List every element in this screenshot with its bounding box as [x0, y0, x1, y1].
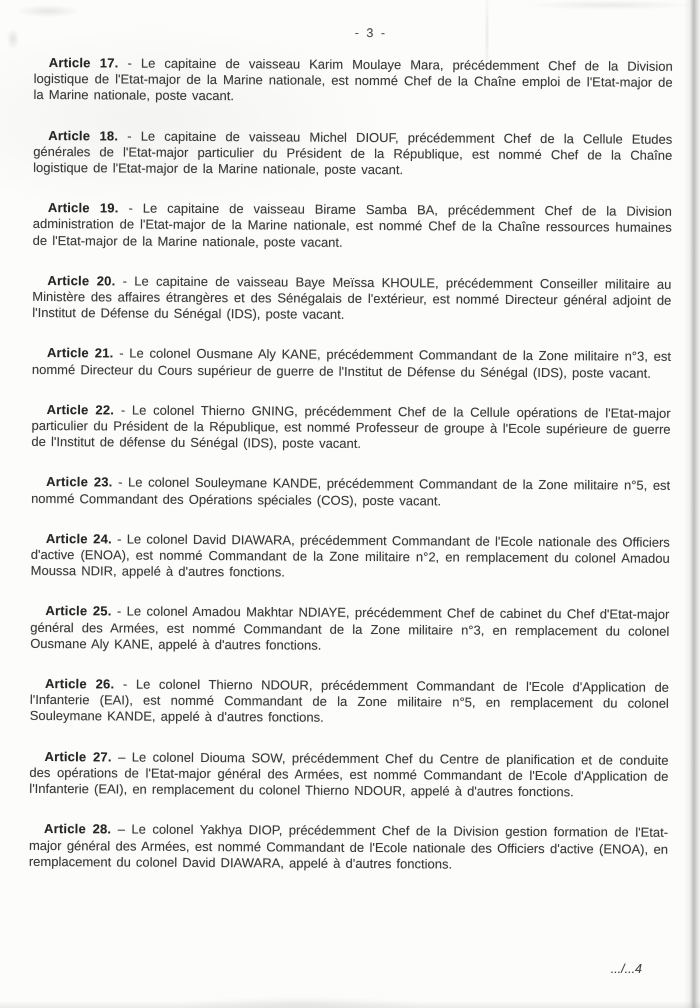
article-separator: -: [120, 402, 126, 418]
article-label: Article 24.: [45, 530, 112, 547]
article-paragraph: [33, 128, 672, 181]
article-paragraph: [30, 676, 669, 729]
article-text: Le capitaine de vaisseau Baye Meïssa KHOULE, précédemment Conseiller militaire au Ministère des affaires étrangères et des Sénégalais de l'extérieur, est nommé Directeur général adjoint de l'Institut de Défense du Sénégal (IDS), poste vacant.: [32, 273, 672, 323]
continuation-mark: .../...4: [610, 962, 642, 976]
article-label: Article 19.: [47, 200, 119, 216]
article-separator: -: [122, 273, 128, 289]
scan-edge-shadow-right: [684, 0, 700, 1008]
article-text: Le capitaine de vaisseau Michel DIOUF, précédemment Chef de la Cellule Etudes générales de l'Etat-major particulier du Président de la République, est nommé Chef de la Chaîne logistique de l'Etat-major de la Marine nationale, poste vacant.: [33, 128, 673, 178]
article-separator: -: [127, 55, 132, 71]
articles-list: [29, 55, 673, 874]
article-paragraph: [29, 749, 668, 802]
article-text: Le colonel Amadou Makhtar NDIAYE, précédemment Chef de cabinet du Chef d'Etat-major général des Armées, est nommé Commandant de la Zone militaire n°3, en remplacement du colonel Ousmane Aly KANE, appelé à d'autres fonctions.: [30, 603, 670, 653]
article-text: Le colonel Thierno NDOUR, précédemment Commandant de l'Ecole d'Application de l'Infanterie (EAI), est nommé Commandant de la Zone militaire n°5, en remplacement du colonel Souleymane KANDE, appelé à d'autres fonctions.: [29, 676, 669, 726]
article-paragraph: [31, 402, 670, 455]
article-paragraph: [34, 55, 673, 108]
article-paragraph: [31, 531, 670, 584]
article-text: Le colonel Diouma SOW, précédemment Chef du Centre de planification et de conduite des opérations de l'Etat-major général des Armées, est nommé Commandant de l'Ecole d'Application de l'Infanterie (EAI), en remplacement du colonel Thierno NDOUR, appelé à d'autres fonctions.: [29, 749, 669, 800]
article-label: Article 22.: [46, 401, 115, 418]
article-separator: –: [117, 821, 126, 837]
article-separator: -: [116, 603, 122, 619]
article-text: Le capitaine de vaisseau Birame Samba BA, précédemment Chef de la Division administration de l'Etat-major de la Marine nationale, est nommé Chef de la Chaîne ressources humaines de l'Etat-major de la Marine nationale, poste vacant.: [32, 200, 672, 250]
article-separator: -: [127, 128, 132, 144]
article-paragraph: [32, 345, 671, 381]
article-label: Article 28.: [44, 821, 112, 837]
article-separator: -: [118, 474, 123, 490]
article-label: Article 21.: [46, 345, 114, 361]
article-separator: -: [122, 676, 128, 692]
article-separator: -: [117, 531, 122, 547]
article-separator: –: [118, 749, 126, 765]
page-number: - 3 -: [354, 25, 388, 41]
article-text: Le colonel Ousmane Aly KANE, précédemment Commandant de la Zone militaire n°3, est nommé Directeur du Cours supérieur de guerre de l'Institut de Défense du Sénégal (IDS), poste vacant.: [31, 345, 672, 381]
article-label: Article 27.: [44, 748, 112, 765]
article-separator: -: [119, 345, 124, 361]
scan-edge-shadow-bottom: [0, 1001, 700, 1008]
article-paragraph: [32, 273, 671, 326]
article-text: Le colonel David DIAWARA, précédemment Commandant de l'Ecole nationale des Officiers d'active (ENOA), est nommé Commandant de la Zone militaire n°2, en remplacement du colonel Amadou Moussa NDIR, appelé à d'autres fonctions.: [30, 531, 670, 580]
article-paragraph: [30, 603, 669, 656]
article-text: Le colonel Souleymane KANDE, précédemment Commandant de la Zone militaire n°5, est nommé Commandant des Opérations spéciales (COS), poste vacant.: [31, 474, 671, 509]
article-label: Article 23.: [46, 474, 113, 490]
article-paragraph: [31, 474, 670, 510]
document-content: [29, 24, 674, 898]
article-label: Article 17.: [48, 55, 119, 71]
article-label: Article 18.: [48, 127, 119, 144]
article-paragraph: [33, 200, 672, 253]
article-label: Article 26.: [44, 676, 115, 692]
article-label: Article 25.: [45, 603, 112, 619]
article-text: Le colonel Thierno GNING, précédemment Chef de la Cellule opérations de l'Etat-major particulier du Président de la République, est nommé Professeur de groupe à l'Ecole supérieure de guerre de l'Institut de défense du Sénégal (IDS), poste vacant.: [31, 402, 671, 452]
article-paragraph: [29, 821, 668, 874]
article-separator: -: [128, 200, 133, 216]
article-text: Le colonel Yakhya DIOP, précédemment Chef de la Division gestion formation de l'Etat-major général des Armées, est nommé Commandant de l'Ecole nationale des Officiers d'active (ENOA), en remplacement du colonel David DIAWARA, appelé à d'autres fonctions.: [28, 821, 669, 872]
article-label: Article 20.: [47, 272, 116, 289]
article-text: Le capitaine de vaisseau Karim Moulaye Mara, précédemment Chef de la Division logistique de l'Etat-major de la Marine nationale, est nommé Chef de la Chaîne emploi de l'Etat-major de la Marine nationale, poste vacant.: [33, 55, 673, 104]
